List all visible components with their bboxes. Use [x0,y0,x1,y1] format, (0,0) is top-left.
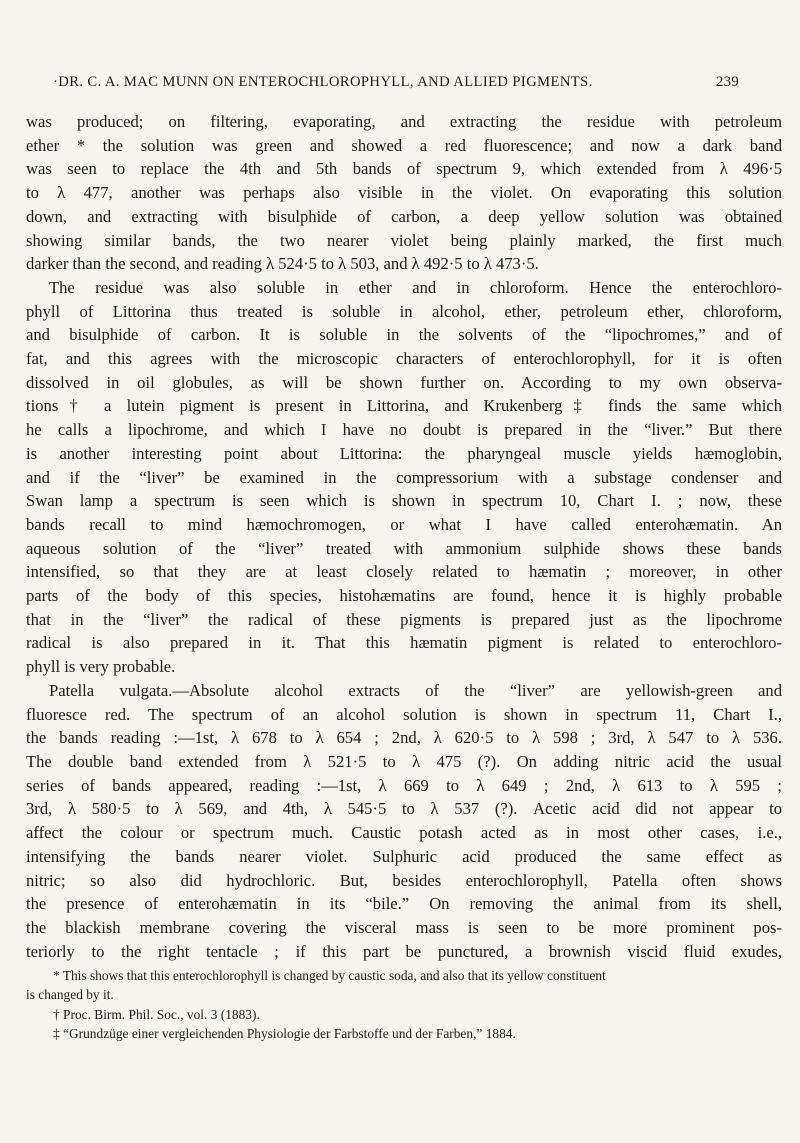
text-line: affect the colour or spectrum much. Caustic potash acted as in most other cases, i.e., [26,823,782,843]
text-line: down, and extracting with bisulphide of carbon, a deep yellow solution was obtained [26,206,782,226]
footnote-line: is changed by it. [26,987,114,1003]
text-line: Swan lamp a spectrum is seen which is shown in spectrum 10, Chart I. ; now, these [26,491,782,511]
text-line: that in the “liver” the radical of these pigments is prepared just as the lipochrome [26,609,782,629]
text-line: fat, and this agrees with the microscopic characters of enterochlorophyll, for it is often [26,349,782,369]
text-line: is another interesting point about Littorina: the pharyngeal muscle yields hæmoglobin, [26,443,782,463]
text-line: series of bands appeared, reading :—1st, λ 669 to λ 649 ; 2nd, λ 613 to λ 595 ; [26,775,782,795]
text-line: was produced; on filtering, evaporating, and extracting the residue with petroleum [26,112,782,131]
text-line: parts of the body of this species, histohæmatins are found, hence it is highly probable [26,586,782,606]
text-line: ether * the solution was green and showed a red fluorescence; and now a dark band [26,135,782,155]
text-line: was seen to replace the 4th and 5th bands of spectrum 9, which extended from λ 496·5 [26,159,782,179]
text-line: radical is also prepared in it. That this hæmatin pigment is related to enterochloro- [26,633,782,653]
text-line: and if the “liver” be examined in the compressorium with a substage condenser and [26,467,782,487]
text-line: Patella vulgata.—Absolute alcohol extracts of the “liver” are yellowish-green and [49,680,782,700]
text-line: bands recall to mind hæmochromogen, or what I have called enterohæmatin. An [26,514,782,534]
text-line: the presence of enterohæmatin in its “bile.” On removing the animal from its shell, [26,894,782,914]
body-text [26,110,782,963]
footnote-line: † Proc. Birm. Phil. Soc., vol. 3 (1883). [53,1006,260,1022]
running-title: ·DR. C. A. MAC MUNN ON ENTEROCHLOROPHYLL, AND ALLIED PIGMENTS. [53,74,593,90]
text-line: 3rd, λ 580·5 to λ 569, and 4th, λ 545·5 to λ 537 (?). Acetic acid did not appear to [26,799,782,819]
text-line: darker than the second, and reading λ 524·5 to λ 503, and λ 492·5 to λ 473·5. [26,254,539,274]
text-line: The double band extended from λ 521·5 to λ 475 (?). On adding nitric acid the usual [26,751,782,771]
text-line: the bands reading :—1st, λ 678 to λ 654 ; 2nd, λ 620·5 to λ 598 ; 3rd, λ 547 to λ 536. [26,728,782,748]
text-line: to λ 477, another was perhaps also visible in the violet. On evaporating this solution [26,183,782,203]
text-line: the blackish membrane covering the visceral mass is seen to be more prominent pos- [26,917,782,937]
text-line: and bisulphide of carbon. It is soluble in the solvents of the “lipochromes,” and of [26,325,782,345]
text-line: teriorly to the right tentacle ; if this part be punctured, a brownish viscid fluid exudes, [26,941,782,961]
text-line: intensified, so that they are at least closely related to hæmatin ; moreover, in other [26,562,782,582]
text-line: fluoresce red. The spectrum of an alcohol solution is shown in spectrum 11, Chart I., [26,704,782,724]
footnote-line: * This shows that this enterochlorophyll is changed by caustic soda, and also that its yellow constituent [53,968,606,983]
footnote-line: ‡ “Grundzüge einer vergleichenden Physiologie der Farbstoffe und der Farben,” 1884. [53,1025,516,1041]
page-number: 239 [715,74,739,90]
text-line: aqueous solution of the “liver” treated with ammonium sulphide shows these bands [26,538,782,558]
text-line: he calls a lipochrome, and which I have no doubt is prepared in the “liver.” But there [26,420,782,440]
text-line: nitric; so also did hydrochloric. But, besides enterochlorophyll, Patella often shows [26,870,782,890]
text-line: intensifying the bands nearer violet. Sulphuric acid produced the same effect as [26,846,782,866]
text-line: showing similar bands, the two nearer violet being plainly marked, the first much [26,230,782,250]
text-line: dissolved in oil globules, as will be shown further on. According to my own observa- [26,372,782,392]
text-line: phyll is very probable. [26,657,176,677]
text-line: tions† a lutein pigment is present in Littorina, and Krukenberg‡ finds the same which [26,396,782,416]
footnotes [26,966,782,1043]
text-line: phyll of Littorina thus treated is soluble in alcohol, ether, petroleum ether, chloroform, [26,301,782,321]
text-line: The residue was also soluble in ether and in chloroform. Hence the enterochloro- [49,277,782,297]
running-head [53,74,739,91]
